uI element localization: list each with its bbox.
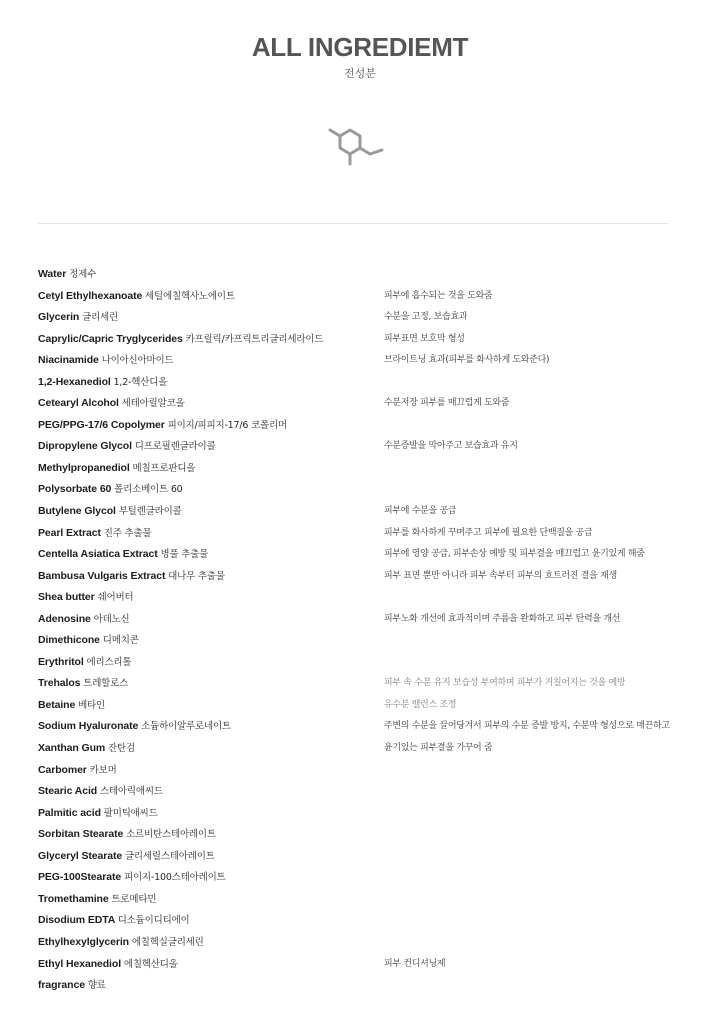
ingredient-row: [38, 458, 698, 480]
ingredient-korean-name: 글리세릴스테아레이트: [124, 850, 215, 862]
ingredient-english-name: PEG-100Stearate: [38, 871, 122, 884]
ingredient-row: [38, 738, 698, 760]
ingredient-korean-name: 폴리소베이트 60: [114, 484, 183, 496]
ingredient-description: 주변의 수분을 끌어당겨서 피부의 수분 증발 방지, 수분막 형성으로 매끈하고: [384, 721, 670, 732]
ingredient-english-name: Betaine: [38, 698, 76, 711]
ingredient-korean-name: 아데노신: [93, 613, 130, 625]
ingredient-english-name: Water: [38, 268, 67, 280]
ingredient-row: [38, 846, 698, 868]
ingredient-description: 피부노화 개선에 효과적이며 주름을 완화하고 피부 탄력을 개선: [384, 613, 621, 624]
ingredient-description: 피부에 영양 공급, 피부손상 예방 및 피부결을 매끄럽고 윤기있게 해줌: [384, 549, 645, 560]
ingredient-korean-name: 대나무 추출물: [168, 570, 225, 582]
ingredient-english-name: Sodium Hyaluronate: [38, 720, 139, 733]
ingredient-row: [38, 393, 698, 415]
ingredient-row: [38, 587, 698, 609]
ingredient-name: [38, 695, 105, 717]
ingredient-english-name: 1,2-Hexanediol: [38, 375, 111, 388]
ingredient-row: [38, 695, 698, 717]
ingredient-korean-name: 베타인: [78, 699, 105, 711]
ingredient-description: 수분을 고정, 보습효과: [384, 312, 468, 323]
ingredient-english-name: Erythritol: [38, 655, 84, 668]
ingredient-name: [38, 867, 226, 889]
ingredient-name: [38, 458, 195, 480]
ingredient-korean-name: 디소듐이디티에이: [117, 915, 190, 927]
ingredient-row: [38, 781, 698, 803]
ingredient-korean-name: 정제수: [69, 269, 97, 280]
ingredient-korean-name: 1,2-헥산디올: [113, 376, 168, 388]
ingredient-english-name: Ethylhexylglycerin: [38, 935, 129, 948]
page-title: ALL INGREDIEMT: [251, 32, 469, 62]
ingredient-korean-name: 글리세린: [82, 312, 118, 324]
ingredient-row: [38, 673, 698, 695]
ingredient-list: [38, 264, 698, 997]
ingredient-korean-name: 병풀 추출물: [160, 549, 209, 561]
ingredient-row: [38, 544, 698, 566]
ingredient-korean-name: 에칠헥산디올: [123, 958, 178, 970]
ingredient-row: [38, 286, 698, 308]
ingredient-description: 브라이트닝 효과(피부를 화사하게 도와준다): [384, 355, 550, 366]
ingredient-row: [38, 372, 698, 394]
ingredient-name: [38, 415, 287, 437]
ingredient-name: [38, 760, 117, 782]
ingredient-name: [38, 307, 118, 329]
ingredient-row: [38, 932, 698, 954]
ingredient-name: [38, 436, 216, 458]
ingredient-name: [38, 673, 128, 695]
ingredient-description: 피부 컨디셔닝제: [384, 958, 446, 969]
ingredient-row: [38, 609, 698, 631]
ingredient-description: 유수분 밸런스 조정: [384, 699, 457, 710]
ingredient-name: [38, 587, 133, 609]
ingredient-korean-name: 카프릴릭/카프릭트리글리세라이드: [185, 333, 324, 345]
ingredient-english-name: Caprylic/Capric Tryglycerides: [38, 332, 183, 345]
ingredient-english-name: Sorbitan Stearate: [38, 828, 124, 841]
ingredient-name: [38, 738, 135, 760]
ingredient-korean-name: 잔탄검: [107, 743, 135, 755]
ingredient-row: [38, 566, 698, 588]
ingredient-korean-name: 소듐하이알루로네이트: [141, 721, 231, 733]
ingredient-korean-name: 세테아릴알코올: [121, 398, 185, 410]
header-divider: [38, 223, 669, 224]
ingredient-row: [38, 867, 698, 889]
ingredient-english-name: Tromethamine: [38, 892, 109, 905]
page-subtitle: 전성분: [344, 67, 376, 80]
ingredient-english-name: Polysorbate 60: [38, 483, 112, 496]
ingredient-name: [38, 264, 96, 286]
ingredient-name: [38, 350, 173, 372]
ingredient-name: [38, 910, 190, 932]
ingredient-english-name: Methylpropanediol: [38, 461, 130, 474]
ingredient-name: [38, 286, 235, 308]
ingredient-english-name: Glyceryl Stearate: [38, 849, 123, 862]
ingredient-description: 피부 표면 뿐만 아니라 피부 속부터 피부의 흐트러진 결을 재생: [384, 570, 617, 581]
ingredient-row: [38, 329, 698, 351]
ingredient-row: [38, 954, 698, 976]
ingredient-korean-name: 쉐어버터: [97, 592, 134, 604]
ingredient-name: [38, 824, 216, 846]
ingredient-english-name: fragrance: [38, 979, 85, 992]
ingredient-korean-name: 에칠헥실글리세린: [131, 936, 204, 948]
ingredient-row: [38, 975, 698, 997]
ingredient-name: [38, 975, 106, 997]
ingredient-name: [38, 803, 158, 825]
ingredient-english-name: Centella Asiatica Extract: [38, 548, 158, 561]
ingredient-description: 윤기있는 피부결을 가꾸어 줌: [384, 743, 493, 754]
ingredient-english-name: PEG/PPG-17/6 Copolymer: [38, 418, 165, 431]
ingredient-name: [38, 329, 323, 351]
ingredient-name: [38, 954, 178, 976]
ingredient-korean-name: 소르비탄스테아레이트: [126, 829, 216, 841]
ingredient-row: [38, 350, 698, 372]
ingredient-name: [38, 393, 185, 415]
ingredient-row: [38, 501, 698, 523]
molecule-icon: [326, 124, 386, 168]
ingredient-row: [38, 889, 698, 911]
ingredient-korean-name: 부틸렌글라이콜: [118, 506, 182, 518]
ingredient-name: [38, 544, 208, 566]
ingredient-korean-name: 디프로필렌글라이콜: [134, 441, 216, 453]
ingredient-name: [38, 846, 215, 868]
ingredient-korean-name: 향료: [87, 980, 106, 992]
ingredient-name: [38, 501, 182, 523]
ingredient-description: 수분증발을 막아주고 보습효과 유지: [384, 441, 518, 452]
ingredient-english-name: Dipropylene Glycol: [38, 440, 132, 453]
ingredient-korean-name: 진주 추출물: [103, 527, 152, 539]
ingredient-korean-name: 트로메타민: [111, 893, 157, 905]
ingredient-description: 피부표면 보호막 형성: [384, 333, 465, 344]
ingredient-row: [38, 264, 698, 286]
ingredient-name: [38, 781, 163, 803]
ingredient-row: [38, 910, 698, 932]
ingredient-name: [38, 889, 156, 911]
ingredient-row: [38, 716, 698, 738]
ingredient-english-name: Stearic Acid: [38, 785, 98, 798]
ingredient-name: [38, 652, 131, 674]
ingredient-row: [38, 824, 698, 846]
ingredient-name: [38, 609, 130, 631]
ingredient-korean-name: 세틸에칠헥사노에이트: [145, 290, 235, 302]
page-header: [0, 30, 720, 82]
ingredient-english-name: Trehalos: [38, 677, 81, 690]
ingredient-row: [38, 523, 698, 545]
ingredient-korean-name: 나이아신아마이드: [101, 355, 174, 367]
ingredient-row: [38, 760, 698, 782]
ingredient-english-name: Niacinamide: [38, 354, 99, 367]
ingredient-korean-name: 스테아릭애씨드: [99, 786, 163, 798]
ingredient-english-name: Pearl Extract: [38, 526, 101, 539]
ingredient-english-name: Cetyl Ethylhexanoate: [38, 289, 143, 302]
ingredient-korean-name: 메칠프로판디올: [132, 462, 196, 474]
ingredient-english-name: Glycerin: [38, 311, 80, 324]
ingredient-description: 피부에 수분을 공급: [384, 506, 457, 517]
ingredient-row: [38, 479, 698, 501]
ingredient-korean-name: 팔미틱애씨드: [103, 807, 158, 819]
ingredient-row: [38, 415, 698, 437]
ingredient-row: [38, 652, 698, 674]
ingredient-english-name: Cetearyl Alcohol: [38, 397, 119, 410]
ingredient-name: [38, 479, 183, 501]
ingredient-english-name: Disodium EDTA: [38, 914, 115, 927]
ingredient-name: [38, 932, 204, 954]
ingredient-name: [38, 566, 225, 588]
ingredient-description: 수분저장 피부를 매끄럽게 도와줌: [384, 398, 510, 409]
ingredient-description: 피부에 흡수되는 것을 도와줌: [384, 290, 493, 301]
ingredient-english-name: Dimethicone: [38, 634, 100, 647]
ingredient-english-name: Bambusa Vulgaris Extract: [38, 569, 166, 582]
ingredient-name: [38, 630, 139, 652]
ingredient-name: [38, 716, 231, 738]
ingredient-row: [38, 803, 698, 825]
ingredient-english-name: Shea butter: [38, 591, 95, 604]
ingredient-row: [38, 630, 698, 652]
ingredient-description: 피부 속 수분 유지 보습성 부여하며 피부가 거칠어지는 것을 예방: [384, 678, 626, 689]
ingredient-english-name: Adenosine: [38, 612, 91, 625]
ingredient-korean-name: 피이지/피피지-17/6 코폴리머: [167, 419, 287, 431]
ingredient-row: [38, 436, 698, 458]
ingredient-korean-name: 에리스리톨: [86, 656, 132, 668]
ingredient-english-name: Carbomer: [38, 763, 87, 776]
ingredient-row: [38, 307, 698, 329]
ingredient-korean-name: 카보머: [89, 764, 117, 776]
ingredient-english-name: Ethyl Hexanediol: [38, 957, 122, 970]
ingredient-korean-name: 디메치콘: [102, 635, 139, 647]
ingredient-english-name: Xanthan Gum: [38, 742, 106, 755]
ingredient-english-name: Palmitic acid: [38, 806, 101, 819]
ingredient-english-name: Butylene Glycol: [38, 505, 116, 518]
ingredient-name: [38, 372, 167, 394]
ingredient-description: 피부를 화사하게 꾸며주고 피부에 필요한 단백질을 공급: [384, 527, 593, 538]
ingredient-name: [38, 523, 151, 545]
ingredient-korean-name: 트레할로스: [83, 678, 129, 690]
ingredient-korean-name: 피이지-100스테아레이트: [123, 872, 226, 884]
